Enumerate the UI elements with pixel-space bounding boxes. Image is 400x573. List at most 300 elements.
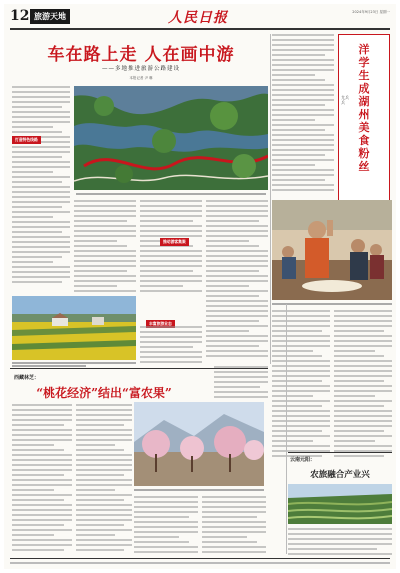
text-line (334, 335, 392, 337)
terrace-photo (288, 484, 392, 524)
text-line (272, 144, 334, 146)
text-line (334, 405, 384, 407)
text-line (206, 235, 268, 237)
text-line (272, 360, 330, 362)
text-line (206, 210, 268, 212)
text-line (12, 126, 53, 128)
text-line (272, 415, 330, 417)
text-line (206, 285, 249, 287)
text-line (12, 121, 70, 123)
text-line (272, 39, 334, 41)
text-line (74, 235, 136, 237)
text-line (12, 241, 70, 243)
text-line (272, 99, 334, 101)
text-line (12, 449, 64, 451)
peach-blossom-photo (134, 402, 264, 486)
text-line (140, 361, 202, 363)
text-line (74, 225, 136, 227)
side-column-1 (272, 310, 330, 460)
text-line (12, 539, 72, 541)
text-line (272, 89, 334, 91)
text-line (74, 260, 136, 262)
text-line (334, 375, 392, 377)
text-line (12, 474, 64, 476)
lead-column-5 (272, 34, 334, 194)
text-line (202, 506, 266, 508)
text-line (140, 265, 202, 267)
text-line (140, 326, 202, 328)
text-line (334, 330, 384, 332)
text-line (12, 96, 70, 98)
text-line (12, 266, 70, 268)
text-line (334, 310, 392, 312)
text-line (12, 186, 70, 188)
text-line (74, 290, 136, 292)
text-line (214, 386, 260, 388)
text-line (76, 469, 132, 471)
text-line (272, 34, 334, 36)
feature2-column-2 (76, 404, 132, 556)
text-line (272, 69, 334, 71)
text-line (214, 391, 268, 393)
text-line (272, 174, 334, 176)
text-line (272, 420, 330, 422)
lead-column-6 (140, 326, 202, 366)
text-line (334, 360, 392, 362)
text-line (74, 200, 136, 202)
text-line (12, 464, 72, 466)
page-footer (10, 561, 390, 567)
text-line (334, 425, 392, 427)
text-line (272, 154, 325, 156)
text-line (12, 216, 53, 218)
text-line (76, 479, 132, 481)
text-line (12, 221, 70, 223)
text-line (134, 546, 198, 548)
text-line (334, 315, 392, 317)
text-line (12, 86, 70, 88)
text-line (12, 151, 70, 153)
header-rule (10, 28, 390, 30)
text-line (134, 516, 189, 518)
text-line (12, 211, 70, 213)
text-line (76, 539, 132, 541)
text-line (206, 260, 268, 262)
text-line (12, 504, 72, 506)
section-rule-3 (288, 452, 392, 453)
text-line (288, 528, 392, 530)
lead-headline: 车在路上走 人在画中游 (47, 45, 235, 65)
text-line (12, 106, 62, 108)
text-line (134, 531, 198, 533)
text-line (202, 551, 266, 553)
text-line (206, 345, 259, 347)
feature2-headline: “桃花经济”结出“富农果” (36, 386, 172, 400)
text-line (140, 235, 202, 237)
text-line (272, 325, 330, 327)
rapeseed-field-photo (12, 296, 136, 360)
text-line (272, 405, 322, 407)
text-line (206, 230, 268, 232)
text-line (76, 499, 124, 501)
text-line (74, 275, 136, 277)
text-line (76, 414, 132, 416)
dateline: 2024年9月23日 星期一 (352, 10, 390, 14)
lead-column-3 (140, 200, 202, 296)
text-line (76, 424, 124, 426)
column-separator (270, 34, 271, 364)
photo-caption-students (272, 302, 392, 305)
lead-boxhead-1: 打造特色线路 (12, 136, 41, 144)
text-line (272, 44, 334, 46)
text-line (140, 341, 202, 343)
text-line (272, 320, 330, 322)
text-line (12, 236, 70, 238)
text-line (76, 529, 132, 531)
text-line (272, 74, 315, 76)
text-line (202, 526, 266, 528)
text-line (272, 350, 313, 352)
text-line (272, 375, 330, 377)
text-line (140, 336, 202, 338)
masthead: 人民日报 (168, 10, 228, 26)
text-line (12, 256, 62, 258)
text-line (12, 514, 72, 516)
text-line (272, 425, 330, 427)
text-line (206, 250, 268, 252)
text-line (12, 146, 70, 148)
text-line (206, 265, 268, 267)
text-line (206, 240, 249, 242)
lead-column-1 (12, 86, 70, 296)
text-line (202, 496, 266, 498)
text-line (272, 164, 315, 166)
text-line (206, 270, 259, 272)
text-line (76, 459, 132, 461)
photo-caption-rapeseed (12, 361, 136, 367)
text-line (334, 345, 392, 347)
section-label: 旅游天地 (30, 9, 70, 24)
text-line (12, 419, 72, 421)
newspaper-page (4, 4, 396, 569)
text-line (272, 370, 330, 372)
text-line (12, 206, 62, 208)
text-line (12, 156, 62, 158)
text-line (206, 280, 268, 282)
text-line (334, 445, 392, 447)
text-line (12, 226, 70, 228)
lead-column-4 (206, 200, 268, 360)
text-line (140, 255, 202, 257)
text-line (12, 544, 72, 546)
text-line (334, 455, 384, 457)
text-line (12, 509, 72, 511)
text-line (206, 355, 268, 357)
text-line (12, 201, 70, 203)
text-line (272, 64, 334, 66)
text-line (334, 395, 375, 397)
text-line (76, 419, 132, 421)
text-line (12, 111, 70, 113)
text-line (206, 320, 259, 322)
text-line (76, 404, 132, 406)
text-line (12, 424, 64, 426)
text-line (76, 514, 132, 516)
text-line (12, 429, 72, 431)
text-line (12, 91, 70, 93)
text-line (12, 494, 72, 496)
feature2-column-3 (134, 496, 198, 556)
text-line (12, 529, 72, 531)
text-line (76, 409, 132, 411)
feature2-column-4 (202, 496, 266, 556)
lead-boxhead-3: 丰富旅游业态 (146, 320, 175, 328)
text-line (334, 435, 392, 437)
text-line (74, 250, 136, 252)
text-line (140, 225, 202, 227)
text-line (140, 290, 202, 292)
text-line (76, 549, 124, 551)
text-line (206, 225, 268, 227)
text-line (12, 176, 70, 178)
text-line (272, 149, 334, 151)
text-line (76, 494, 132, 496)
text-line (76, 474, 124, 476)
text-line (12, 181, 62, 183)
feature2-column-1 (12, 404, 72, 556)
text-line (206, 350, 268, 352)
text-line (334, 400, 392, 402)
text-line (12, 171, 53, 173)
text-line (12, 196, 70, 198)
text-line (12, 414, 72, 416)
text-line (140, 250, 202, 252)
text-line (76, 449, 124, 451)
text-line (12, 261, 53, 263)
text-line (74, 245, 127, 247)
text-line (140, 260, 202, 262)
text-line (12, 549, 64, 551)
text-line (214, 381, 268, 383)
text-line (140, 220, 193, 222)
text-line (272, 124, 334, 126)
text-line (74, 240, 117, 242)
side-column-2 (334, 310, 392, 460)
text-line (272, 94, 334, 96)
text-line (272, 179, 325, 181)
text-line (272, 184, 334, 186)
lead-subhead: ——多地推进旅游公路建设 (101, 66, 180, 72)
text-line (134, 536, 179, 538)
text-line (206, 200, 268, 202)
text-line (12, 231, 62, 233)
text-line (202, 516, 257, 518)
text-line (288, 553, 392, 555)
text-line (74, 210, 136, 212)
text-line (272, 335, 330, 337)
aerial-lake-photo (74, 86, 268, 190)
text-line (272, 345, 330, 347)
text-line (214, 376, 268, 378)
text-line (12, 459, 72, 461)
text-line (12, 479, 72, 481)
text-line (140, 200, 202, 202)
text-line (140, 356, 202, 358)
text-line (134, 541, 189, 543)
text-line (12, 131, 62, 133)
text-line (12, 166, 70, 168)
text-line (202, 546, 266, 548)
text-line (76, 504, 132, 506)
text-line (206, 205, 268, 207)
text-line (206, 255, 268, 257)
text-line (76, 454, 132, 456)
lead-boxhead-2: 推动游客集聚 (160, 238, 189, 246)
text-line (272, 104, 325, 106)
text-line (76, 534, 115, 536)
text-line (206, 215, 268, 217)
text-line (140, 351, 202, 353)
text-line (12, 489, 54, 491)
text-line (334, 415, 392, 417)
text-line (202, 521, 266, 523)
text-line (206, 295, 259, 297)
text-line (334, 410, 392, 412)
text-line (12, 191, 70, 193)
text-line (12, 524, 64, 526)
text-line (12, 444, 54, 446)
text-line (206, 315, 268, 317)
text-line (206, 330, 249, 332)
text-line (288, 533, 392, 535)
text-line (334, 420, 392, 422)
text-line (334, 385, 392, 387)
text-line (206, 325, 268, 327)
text-line (272, 430, 322, 432)
text-line (272, 109, 334, 111)
text-line (206, 290, 268, 292)
text-line (74, 215, 136, 217)
text-line (206, 275, 268, 277)
page-number: 12 (10, 8, 30, 24)
text-line (76, 464, 132, 466)
text-line (12, 161, 70, 163)
text-line (202, 536, 247, 538)
text-line (12, 434, 72, 436)
text-line (202, 511, 266, 513)
text-line (206, 305, 268, 307)
text-line (272, 59, 334, 61)
photo-caption-peach (134, 488, 264, 491)
text-line (288, 538, 392, 540)
text-line (134, 506, 198, 508)
text-line (202, 531, 266, 533)
text-line (12, 116, 70, 118)
text-line (272, 435, 330, 437)
text-line (134, 501, 198, 503)
text-line (12, 519, 72, 521)
text-line (76, 509, 132, 511)
text-line (288, 543, 392, 545)
text-line (76, 544, 132, 546)
text-line (140, 285, 183, 287)
text-line (272, 139, 334, 141)
text-line (334, 320, 392, 322)
text-line (74, 265, 136, 267)
text-line (76, 444, 115, 446)
text-line (272, 400, 330, 402)
text-line (272, 410, 330, 412)
text-line (272, 134, 334, 136)
text-line (272, 385, 330, 387)
text-line (272, 310, 330, 312)
text-line (134, 521, 198, 523)
text-line (74, 270, 127, 272)
text-line (76, 434, 132, 436)
text-line (74, 220, 127, 222)
text-line (272, 79, 325, 81)
text-line (12, 271, 70, 273)
text-line (214, 371, 268, 373)
text-line (76, 489, 115, 491)
text-line (12, 439, 72, 441)
text-line (206, 335, 268, 337)
text-line (12, 276, 70, 278)
column-separator-2 (286, 304, 287, 554)
text-line (12, 484, 72, 486)
text-line (272, 114, 334, 116)
text-line (272, 49, 334, 51)
text-line (74, 255, 136, 257)
text-line (272, 330, 322, 332)
text-line (76, 429, 132, 431)
students-food-photo (272, 200, 392, 300)
text-line (206, 310, 268, 312)
text-line (74, 280, 136, 282)
text-line (12, 246, 70, 248)
text-line (74, 285, 117, 287)
text-line (272, 340, 330, 342)
side-feature-author: 尤兵兵 (341, 95, 349, 105)
text-line (76, 519, 132, 521)
side-feature-title: 洋学生成湖州美食粉丝 (358, 43, 370, 173)
text-line (272, 169, 334, 171)
text-line (206, 300, 268, 302)
text-line (272, 395, 313, 397)
text-line (140, 280, 202, 282)
text-line (12, 454, 72, 456)
text-line (206, 340, 268, 342)
text-line (12, 251, 70, 253)
text-line (334, 380, 384, 382)
text-line (214, 366, 268, 368)
text-line (206, 220, 259, 222)
text-line (272, 365, 330, 367)
text-line (334, 325, 392, 327)
text-line (272, 445, 330, 447)
text-line (134, 526, 198, 528)
text-line (214, 396, 268, 398)
text-line (12, 499, 64, 501)
text-line (334, 430, 384, 432)
text-line (272, 390, 330, 392)
text-line (202, 501, 266, 503)
text-line (272, 355, 322, 357)
text-line (272, 54, 325, 56)
text-line (12, 534, 54, 536)
text-line (202, 541, 257, 543)
text-line (272, 189, 334, 191)
